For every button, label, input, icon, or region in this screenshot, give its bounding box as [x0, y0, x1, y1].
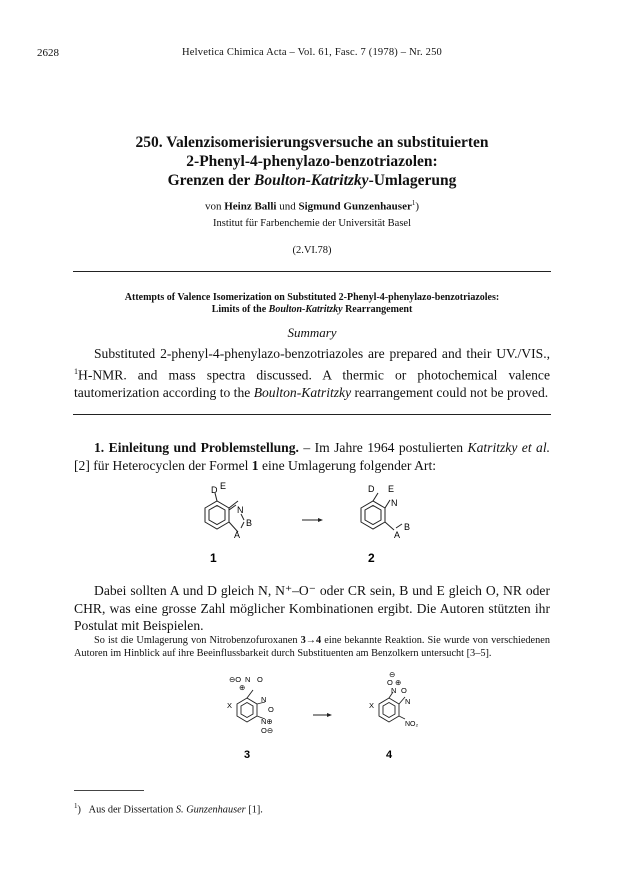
- label-2-D: D: [368, 484, 375, 494]
- label-2-E: E: [388, 484, 395, 494]
- label-4-N: N: [391, 686, 397, 695]
- label-1-D: D: [211, 485, 218, 495]
- label-4-X: X: [369, 701, 375, 710]
- footnote-1: $^1$) Aus der Dissertation S. Gunzenhauser [1].: [74, 802, 263, 816]
- label-3-N: N: [245, 675, 251, 684]
- label-2-A: A: [394, 530, 401, 540]
- label-1-N: N: [237, 505, 244, 515]
- label-3-X: X: [227, 701, 233, 710]
- rule-bottom: [73, 414, 551, 415]
- label-3-Nplus: ⊕: [239, 683, 246, 692]
- label-4-O-ring: O: [401, 686, 407, 695]
- label-1-B: B: [246, 518, 253, 528]
- label-3-O-oxide: O⊖: [261, 726, 274, 735]
- label-4-ominus: ⊖: [389, 672, 396, 679]
- compound-label-4: 4: [386, 749, 393, 761]
- article-title-line1: 250. Valenzisomerisierungsversuche an substituierten: [135, 134, 489, 151]
- label-3-O: O: [257, 675, 263, 684]
- paragraph-3: So ist die Umlagerung von Nitrobenzofuroxanen 3→4 eine bekannte Reaktion. Sie wurde von verschiedenen Autoren im Hinblick auf ihre Beeinflussbarkeit durch Substituenten am Benzolkern untersucht [3–5].: [74, 635, 550, 660]
- label-1-A: A: [234, 530, 241, 540]
- scheme-2: [215, 672, 455, 768]
- label-2-B: B: [404, 522, 411, 532]
- structure-4: [379, 692, 405, 722]
- label-4-N-ring: N: [405, 697, 411, 706]
- abstract-title-line1: Attempts of Valence Isomerization on Substituted 2-Phenyl-4-phenylazo-benzotriazoles:: [124, 292, 500, 303]
- scheme-1: [180, 478, 460, 570]
- received-date: (2.VI.78): [292, 245, 332, 256]
- paragraph-2: Dabei sollten A und D gleich N, N⁺–O⁻ oder CR sein, B und E gleich O, NR oder CHR, was eine grosse Zahl möglicher Kombinationen ergibt. Die Autoren stützten ihr Postulat mit Beispielen.: [74, 583, 550, 634]
- label-4-NO2: NO₂: [405, 721, 419, 728]
- section1-paragraph: 1. Einleitung und Problemstellung. – Im Jahre 1964 postulierten Katritzky et al. [2] für Heterocyclen der Formel 1 eine Umlagerung folgender Art:: [74, 440, 551, 473]
- rule-top: [73, 271, 551, 272]
- label-2-N: N: [391, 498, 398, 508]
- reaction-arrowhead-1: [318, 518, 323, 522]
- summary-heading: Summary: [287, 325, 337, 340]
- article-title-line2: 2-Phenyl-4-phenylazo-benzotriazolen:: [186, 153, 438, 170]
- compound-label-3: 3: [244, 749, 251, 761]
- label-3-N-ring: N: [261, 695, 267, 704]
- summary-text: Substituted 2-phenyl-4-phenylazo-benzotriazoles are prepared and their UV./VIS., $^1$H-NMR. and mass spectra discussed. A thermic or photochemical valence tautomerization according to the Boulton-Katritzky rearrangement could not be proved.: [74, 346, 550, 400]
- institute: Institut für Farbenchemie der Universität Basel: [213, 218, 411, 229]
- article-title-line3: Grenzen der Boulton-Katritzky-Umlagerung: [167, 172, 457, 189]
- reaction-arrowhead-2: [327, 713, 332, 717]
- page-number: 2628: [37, 47, 59, 59]
- abstract-title-line2: Limits of the Boulton-Katritzky Rearrangement: [211, 304, 413, 315]
- author-line: von Heinz Balli und Sigmund Gunzenhauser$^1$): [204, 199, 420, 213]
- label-3-Ominus: ⊖O: [229, 675, 242, 684]
- compound-label-2: 2: [368, 551, 375, 565]
- label-3-O-ring: O: [268, 705, 274, 714]
- label-4-oplus: ⊕: [395, 678, 402, 687]
- journal-header: Helvetica Chimica Acta – Vol. 61, Fasc. 7 (1978) – Nr. 250: [182, 47, 442, 58]
- footnote-rule: [74, 790, 144, 791]
- compound-label-1: 1: [210, 551, 217, 565]
- label-4-O: O: [387, 678, 393, 687]
- label-3-N-oxide: N⊕: [261, 717, 273, 726]
- label-1-E: E: [220, 481, 227, 491]
